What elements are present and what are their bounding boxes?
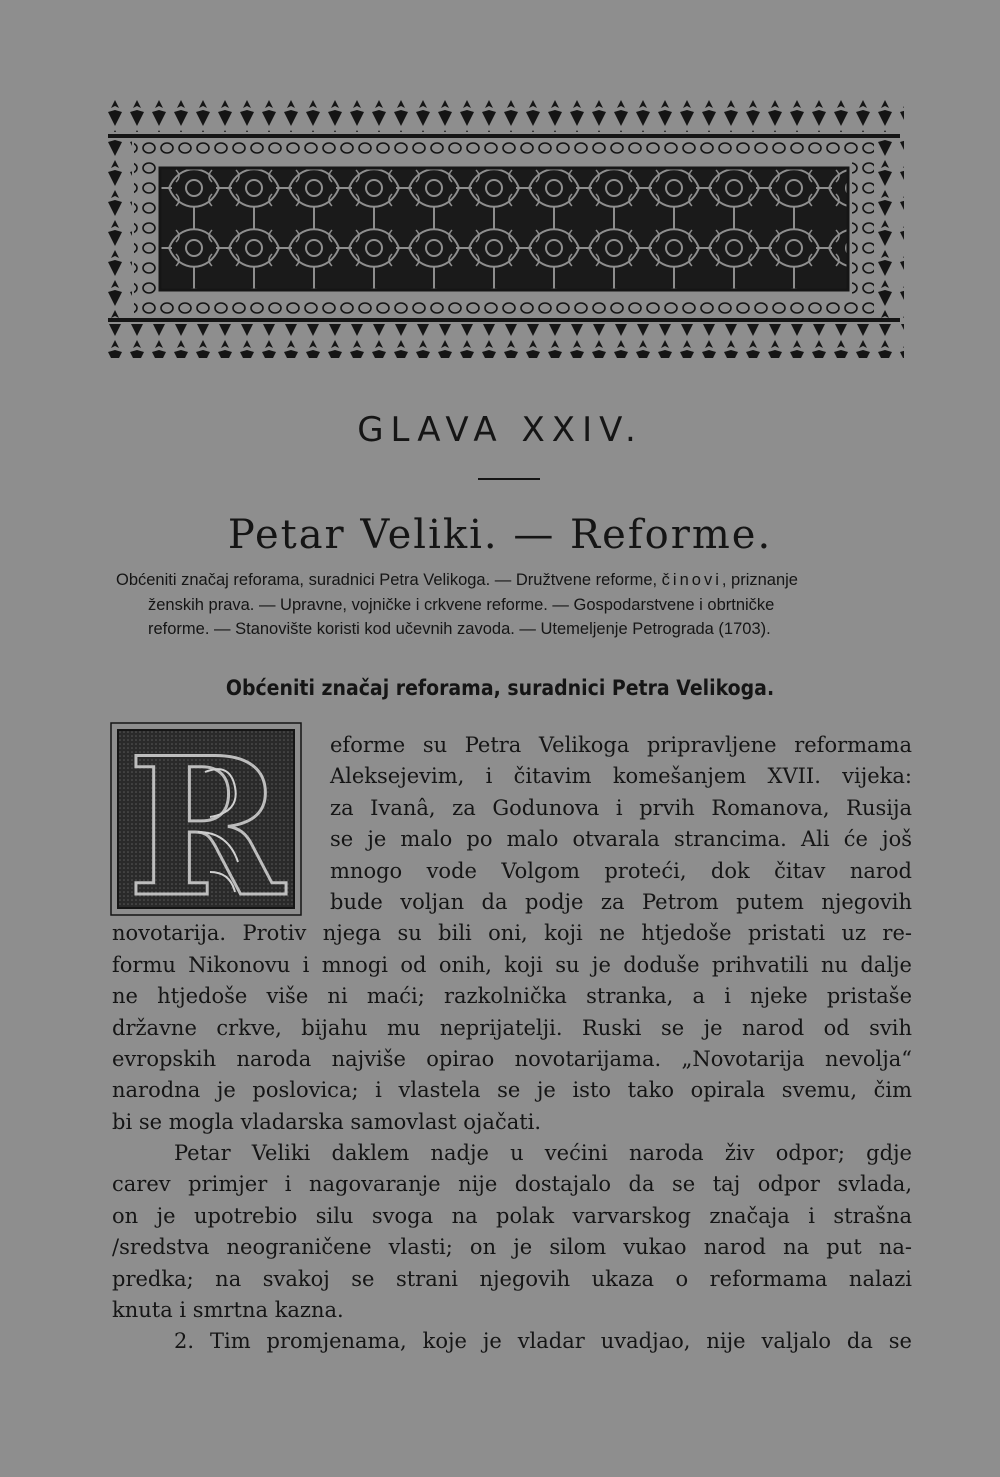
ornamental-header-banner	[104, 98, 904, 360]
svg-text:R: R	[127, 722, 285, 916]
body-line: on je upotrebio silu svoga na polak varvarskog značaja i strašna	[112, 1203, 912, 1228]
body-line: carev primjer i nagovaranje nije dostajalo da se taj odpor svlada,	[112, 1172, 912, 1197]
divider-rule	[478, 478, 540, 480]
body-line: se je malo po malo otvarala strancima. Ali će još	[330, 827, 912, 852]
body-line: formu Nikonovu i mnogi od onih, koji su je doduše prihvatili nu dalje	[112, 952, 912, 977]
body-line: za Ivanâ, za Godunova i prvih Romanova, Rusija	[330, 795, 912, 820]
body-line: novotarija. Protiv njega su bili oni, koji ne htjedoše pristati uz re-	[112, 921, 912, 946]
body-line: ne htjedoše više ni maći; razkolnička stranka, a i njeke pristaše	[112, 984, 912, 1009]
body-line: državne crkve, bijahu mu neprijatelji. Ruski se je narod od svih	[112, 1015, 912, 1040]
chapter-title: Petar Veliki. — Reforme.	[227, 512, 773, 558]
body-text	[112, 730, 912, 1358]
body-line: Petar Veliki daklem nadje u većini naroda živ odpor; gdje	[174, 1141, 912, 1166]
body-line: eforme su Petra Velikoga pripravljene reformama	[330, 733, 912, 757]
section-heading: Obćeniti značaj reforama, suradnici Petra Velikoga.	[225, 676, 775, 700]
body-line: bi se mogla vladarska samovlast ojačati.	[112, 1109, 542, 1134]
body-line: mnogo vode Volgom proteći, dok čitav narod	[330, 858, 912, 883]
body-line: bude voljan da podje za Petrom putem njegovih	[330, 889, 912, 914]
summary-line: ženskih prava. — Upravne, vojničke i crkvene reforme. — Gospodarstvene i obrtničke	[148, 595, 775, 614]
summary-line: reforme. — Stanovište koristi kod učevnih zavoda. — Utemeljenje Petrograda (1703).	[148, 620, 771, 638]
summary-line: Obćeniti značaj reforama, suradnici Petra Velikoga. — Družtvene reforme, činovi, priznanje	[116, 571, 798, 589]
body-line: Aleksejevim, i čitavim komešanjem XVII. vijeka:	[330, 764, 912, 789]
body-line: knuta i smrtna kazna.	[112, 1298, 344, 1323]
body-line: 2. Tim promjenama, koje je vladar uvadjao, nije valjalo da se	[174, 1329, 912, 1354]
body-line: predka; na svakoj se strani njegovih ukaza o reformama nalazi	[112, 1266, 912, 1291]
chapter-heading: GLAVA XXIV.	[357, 410, 643, 450]
body-line: narodna je poslovica; i vlastela se je isto tako opirala svemu, čim	[112, 1078, 912, 1103]
body-line: /sredstva neograničene vlasti; on je silom vukao narod na put na-	[112, 1235, 912, 1260]
body-line: evropskih naroda najviše opirao novotarijama. „Novotarija nevolja“	[112, 1046, 912, 1071]
chapter-summary	[116, 568, 916, 642]
